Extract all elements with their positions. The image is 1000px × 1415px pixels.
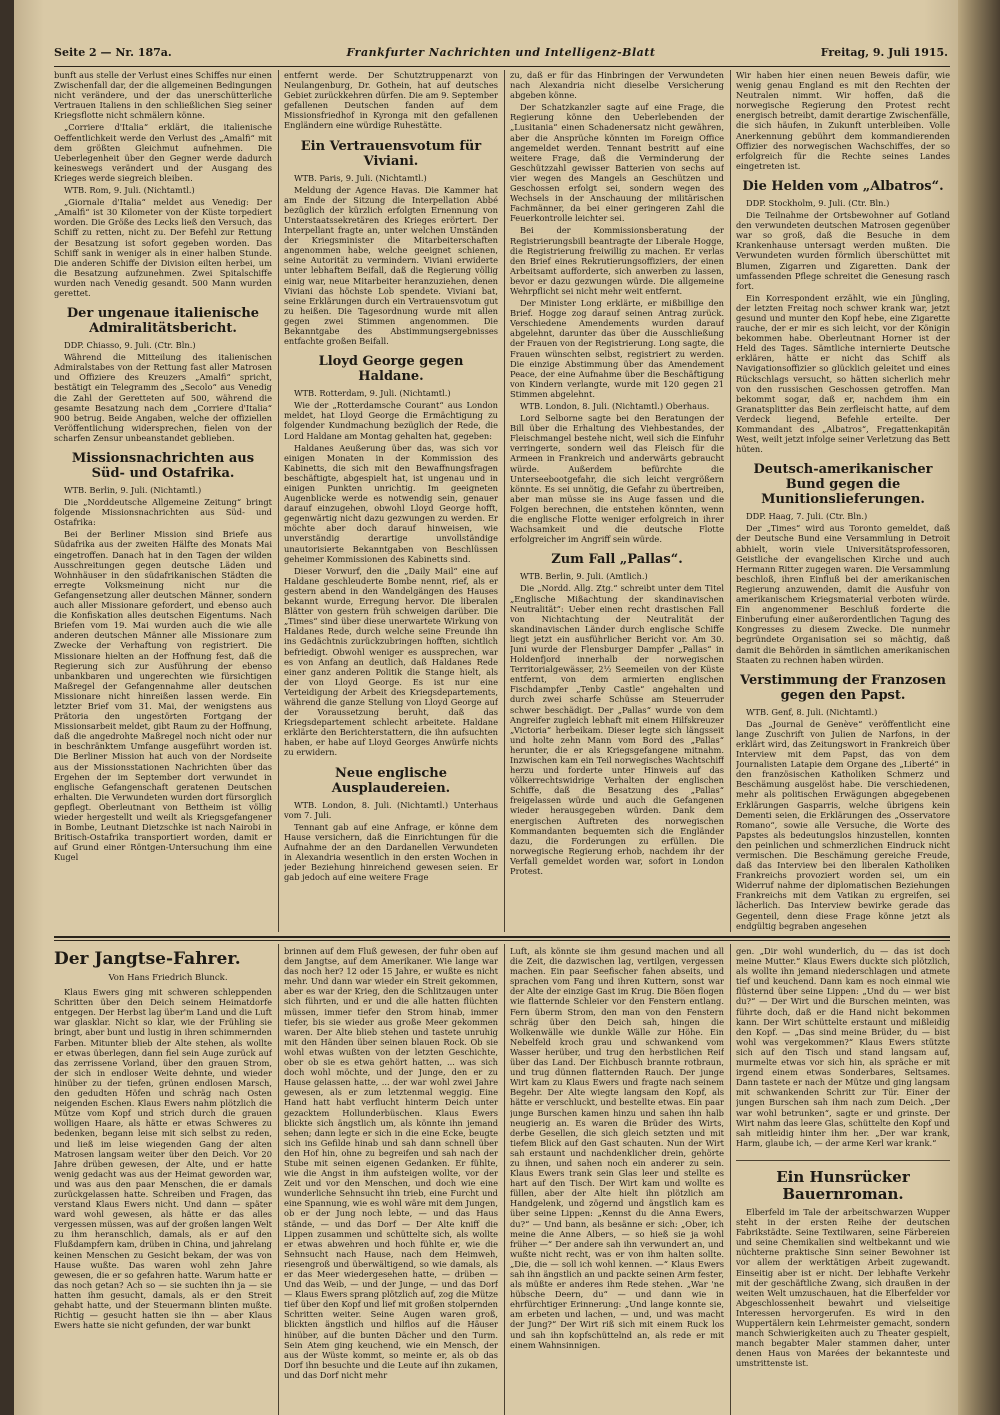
dateline: WTB. Berlin, 9. Juli. (Nichtamtl.)	[64, 485, 202, 495]
dateline: DDP. Stockholm, 9. Juli. (Ctr. Bln.)	[746, 197, 890, 208]
story-text: Klaus Ewers ging mit schweren schleppenden Schritten über den Deich seinem Heimatdorfe entgegen. Der Herbst lag über'm Land und die Luft war glasklar. Nicht so klar, wie der Frühling sie bringt, aber bunt und lustig in ihren schimmernden Farben. Mitunter blieb der Alte stehen, als wollte er etwas überlegen, dann fiel sein Auge zurück auf das zerrissene Vorland, über den grauen Strom, der sich in endloser Weite dehnte, und wieder hinüber zu der tiefen, grünen endlosen Marsch, den gedudten Höfen und schräg nach Osten neigenden Eschen. Klaus Ewers nahm plötzlich die Mütze vom Kopf und strich durch die grauen wolligen Haare, als hätte er etwas Schweres zu bedenken, begann leise mit sich selbst zu reden, und ließ im leise wiegenden Gang der alten Matrosen langsam weiter über den Deich. Vor 20 Jahre drüben gewesen, der Alte, und er hatte wenig gedacht was aus der Heimat geworden war, und was aus den paar Menschen, die er damals zurückgelassen hatte. Schreiben und Fragen, das verstand Klaus Ewers nicht. Und dann — später ward wohl gewesen, als hätte er das alles vergessen müssen, was auf der großen langen Welt zu ihm heranschlich, damals, als er auf den Flußdampfern kam, drüben in China, und jahrelang keinen Menschen zu Gesicht bekam, der was von Hause wußte. Das waren wohl zehn Jahre gewesen, die er so gefahren hatte. Warum hatte er das noch getan? Ach so — sie suchten ihn ja — sie hatten ihm gesucht, damals, als er den Streit gehabt hatte, und der Steuermann blinten mußte. Richtig — gesucht hatten sie ihn — aber Klaus Ewers hatte sie nicht gefunden, der war bunkt	[54, 987, 272, 1331]
article-text: Wir haben hier einen neuen Beweis dafür, wie wenig genau England es mit den Rechten der Neutralen nimmt. Wir hoffen, daß die norwegische Regierung den Protest recht energisch betreibt, damit derartige Zwischenfälle, die sich häufen, in Zukunft unterbleiben. Volle Anerkennung gebührt dem kommandierenden Offizier des norwegischen Wachschiffes, der so erfolgreich für die Rechte seines Landes eingetreten ist.	[736, 70, 950, 171]
article-text: Das „Journal de Genève“ veröffentlicht eine lange Zuschrift von Julien de Narfons, in der erklärt wird, das Zeitungswort in Frankreich über Interview mit dem Papst, das von dem Journalisten Latapie dem Organe des „Liberté“ in den französischen Katholiken Schmerz und Beschämung ausgelöst habe. Die verschiedenen, mehr als politischen Erwägungen abgegebenen Erklärungen Gasparris, welche übrigens kein Dementi seien, die Erklärungen des „Osservatore Romano“, sowie alle Versuche, die Worte des Papstes als bedeutungslos hinzustellen, konnten den peinlichen und schmerzlichen Eindruck nicht vermischen. Die Beschämung gereiche Freude, daß das Interview bei den liberalen Katholiken Frankreichs provoziert worden sei, um ein Widerruf nahme der diplomatischen Beziehungen Frankreichs mit dem Vatikan zu ergreifen, sei lächerlich. Das Interview bewirke gerade das Gegenteil, denn diese Frage könne jetzt als endgültig begraben angesehen	[736, 718, 950, 931]
page-number: Seite 2 — Nr. 187a.	[54, 46, 172, 59]
story-text: gen. „Dir wohl wunderlich, du — das ist doch meine Mutter.“ Klaus Ewers duckte sich plötzlich, als wollte ihn jemand niederschlagen und atmete tief und keuchend. Dann kam es noch einmal wie flüsternd über seine Lippen: „Und du — wer bist du?“ — Der Wirt und die Burschen meinten, was führte doch, daß er die Hand nicht bekommen kann. Der Wirt schüttelte erstaunt und mißleidig den Kopf. — „Das sind meine Brüder, du — bist wohl was vergekommen?“ Klaus Ewers stützte sich auf den Tisch und stand langsam auf, murmelte etwas vor sich hin, als spräche er mit irgend einem etwas Sonderbares, Seltsames. Dann tastete er nach der Mütze und ging langsam mit schwankenden Schritt zur Tür. Einer der jungen Burschen sah ihm nach zum Deich. „Der war wohl betrunken“, sagte er und grinste. Der Wirt nahm das leere Glas, schüttelte den Kopf und sah mitleidig hinter ihm her. „Der war krank, Harm, glaube ich, — der arme Kerl war krank.“	[736, 946, 950, 1148]
story-text: Luft, als könnte sie ihm gesund machen und all die Zeit, die dazwischen lag, vertilgen, vergessen machen. Ein paar Seefischer fahen abseits, und sprachen vom Fang und ihren Kuttern, sonst war der Alte der einzige Gast im Krug. Die Böen flogen wie flatternde Schleier vor den Fenstern entlang. Fern überm Strom, den man von den Fenstern schräg über den Deich sah, hingen die Wolkenwälle wie dunkle Wälle zur Höhe. Ein Nebelfeld kroch grau und schwankend vom Wasser herüber, und trug den herbstlichen Reif über das Land. Der Eichbusch brannte rotbraun, und trug dünnen flatternden Rauch. Der junge Wirt kam zu Klaus Ewers und fragte nach seinem Begehr. Der Alte wiegte langsam den Kopf, als hätte er verschluckt, und bestellte etwas. Ein paar junge Burschen kamen hinzu und sahen ihn halb neugierig an. Es waren die Brüder des Wirts, derbe Gesellen, die sich gleich setzten und mit tiefem Blick auf den Gast schauten. Nun der Wirt sah erstaunt und nachdenklicher drein, gehörte zu ihnen, und sahen noch ein anderer zu sein. Klaus Ewers trank sein Glas leer und stellte es hart auf den Tisch. Der Wirt kam und wollte es füllen, aber der Alte hielt ihn plötzlich am Handgelenk, und zögernd und ängstlich kam es über seine Lippen: „Kennst du die Anna Ewers, du?“ — Und bann, als besänne er sich: „Ober, ich meine die Anne Albers, — so hieß sie ja wohl früher —“ Der andere sah ihn verwundert an, und wußte nicht recht, was er von ihm halten sollte. „Die, die — soll ich wohl kennen. —“ Klaus Ewers sah ihn ängstlich an und packte seinen Arm fester, als müßte er anderes ihm Rede stehen. „War 'ne hübsche Deern, du“ — und dann wie in ehrfürchtiger Erinnerung: „Und lange konnte sie, am erbeten und lachen, — und, und was macht der Jung?“ Der Wirt riß sich mit einem Ruck los und sah ihn kopfschüttelnd an, als rede er mit einem Wahnsinnigen.	[510, 946, 724, 1350]
column-2	[284, 70, 498, 932]
article-text: Ein Korrespondent erzählt, wie ein Jüngling, der letzten Freitag noch schwer krank war, jetzt gesund und munter den Kopf hebe, eine Zigarette rauche, der er mir es sich leicht, vor der Königin bekommen habe. Oberleutnant Horner ist der Held des Tages. Sämtliche internierte Deutsche erklären, hätte er nicht das Schiff als Navigationsoffizier so glücklich geleitet und eines Rückschlags versucht, so hätten sicherlich mehr von den russischen Geschossen getroffen. Man bekommt sogar, daß er, nachdem ihm ein Granatsplitter das Bein zerfleischt hatte, auf dem Verdeck liegend, Befehle erteilte. Der Kommandant des „Albatros“, Fregattenkapitän West, weilt jetzt infolge seiner Verletzung das Bett hüten.	[736, 292, 950, 455]
page-header	[54, 46, 948, 66]
article-text: „Giornale d'Italia“ meldet aus Venedig: Der „Amalfi“ ist 30 Kilometer von der Küste torpediert worden. Die Größe des Lecks ließ den Versuch, das Schiff zu retten, nicht zu. Der Befehl zur Rettung der Besatzung ist sofort gegeben worden. Das Schiff sank in weniger als in einer halben Stunde. Die anderen Schiffe der Division eilten herbei, um die Besatzung aufzunehmen. Zwei Spitalschiffe wurden nach Venedig gesandt. 500 Mann wurden gerettet.	[54, 197, 272, 298]
article-text: Der „Times“ wird aus Toronto gemeldet, daß der Deutsche Bund eine Versammlung in Detroit abhielt, worin viele Universitätsprofessoren, Geistliche der evangelischen Kirche und auch Hermann Ritter zugegen waren. Die Versammlung beschloß, ihren Einfluß bei der amerikanischen Regierung anzuwenden, damit die Ausfuhr von amerikanischem Kriegsmaterial verboten würde. Ein angenommener Beschluß forderte die Einberufung einer außerordentlichen Tagung des Kongresses zu diesem Zwecke. Die nunmehr begründete Organisation sei so mächtig, daß damit die Behörden in sämtlichen amerikanischen Staaten zu rechnen haben würden.	[736, 523, 950, 665]
article-text: Elberfeld im Tale der arbeitschwarzen Wupper steht in der ersten Reihe der deutschen Fabrikstädte. Seine Textilwaren, seine Färbereien und seine Chemikalien sind weltbekannt und wie nüchterne praktische Sinn seiner Bewohner ist vor allem der werktätigen Arbeit zugewandt. Einseitig aber ist er nicht. Der lebhafte Verkehr mit der geschäftliche Zwang, sich draußen in der weiten Welt umzuschauen, hat die Elberfelder vor Abgeschlossenheit bewahrt und vielseitige Interessen hervorgerufen. Es wird in den Wuppertälern kein Lehrmeister gemacht, sondern manch Schwierigkeiten auch zu Theater gespielt, manch begabter Maler stammen daher, unter denen Haus von Marées der bekannteste und umstrittenste ist.	[736, 1207, 950, 1369]
dateline: WTB. Genf, 8. Juli. (Nichtamtl.)	[746, 706, 878, 717]
headline: Die Helden vom „Albatros“.	[742, 178, 944, 194]
article-text: Wie der „Rotterdamsche Courant“ aus London meldet, hat Lloyd George die Ermächtigung zu folgender Kundmachung bezüglich der Rede, die Lord Haldane am Montag gehalten hat, gegeben:	[284, 400, 498, 441]
story-text: brinnen auf dem Fluß gewesen, der fuhr oben auf dem Jangtse, auf dem Amerikaner. Wie lange war das noch her? 12 oder 15 Jahre, er wußte es nicht mehr. Und dann war wieder ein Streit gekommen, aber es war der Krieg, den die Schlitzaugen unter sich führten, und er und die alle hatten flüchten müssen, immer tiefer den Strom hinab, immer tiefer, bis sie wieder aus große Meer gekommen waren. Der Alte blieb stehen und tastete unruhig mit den Händen über seinen blauen Rock. Ob sie wohl etwas wußten von der letzten Geschichte, ober ob sie es etwa gehört hatten, ... was sich doch wohl möchte, und der Junge, den er zu Hause gelassen hatte, ... der war wohl zwei Jahre gewesen, als er zum letztenmal weggig. Eine Hand hatt habt verflucht hinterm Deich unter gezacktem Hollunderbüschen. Klaus Ewers blickte sich ängstlich um, als könnte ihn jemand sehen; dann legte er sich in die eine Ecke, beugte sich ins Gefilde hinab und sah dann schnell über den Hof hin, ohne zu begreifen und sah nach der Stube mit seinen eigenen Gedanken. Er fühlte, wie die Angst in ihm aufsteigen wollte, vor der Zeit und vor den Menschen, und doch wie eine wunderliche Sehnsucht ihn trieb, eine Furcht und eine Spannung, wie es wohl wäre mit dem Jungen, ob er der Jung noch lebte, — und das Haus stände, — und das Dorf — Der Alte kniff die Lippen zusammen und schüttelte sich, als wollte er etwas abwehren und hoch fühlte er, wie die Sehnsucht nach Hause, nach dem Heimweh, riesengroß und überwältigend, so wie damals, als er das Meer wiedergesehen hatte, — drüben — Und das Weib, — und der Junge, — und das Dorf — Klaus Ewers sprang plötzlich auf, zog die Mütze tief über den Kopf und lief mit großen stolpernden Schritten weiter. Seine Augen waren groß, blickten ängstlich und hilflos auf die Häuser hinüber, auf die bunten Dächer und den Turm. Sein Atem ging keuchend, wie ein Mensch, der aus der Wüste kommt, so meinte er, als ob das Dorf ihn besuchte und die Leute auf ihn zukamen, und das Dorf nicht mehr	[284, 946, 498, 1380]
feuilleton-column-3	[510, 946, 724, 1415]
article-text: Meldung der Agence Havas. Die Kammer hat am Ende der Sitzung die Interpellation Abbé bezüglich der kürzlich erfolgten Ernennung von Unterstaatssekretären des Krieges erörtert. Der Interpellant fragte an, unter welchen Umständen der Kriegsminister die Mitarbeiterschaften angenommen habe, welche geeignet schienen, seine Autorität zu vermindern. Viviani erwiderte unter lebhaftem Beifall, daß die Regierung völlig einig war, neue Mitarbeiter heranzuziehen, denen Viviani das höchste Lob spendete. Viviani bat, seine Erklärungen durch ein Vertrauensvotum gut zu heißen. Die Tagesordnung wurde mit allen gegen zwei Stimmen angenommen. Die Bekanntgabe des Abstimmungsergebnisses entfachte großen Beifall.	[284, 184, 498, 347]
column-divider	[278, 944, 279, 1415]
article-text: Die „Nordd. Allg. Ztg.“ schreibt unter dem Titel „Englische Mißachtung der skandinavischen Neutralität“: Ueber einen recht drastischen Fall von Nichtachtung der Neutralität der skandinavischen Länder durch englische Schiffe liegt jetzt ein ausführlicher Bericht vor. Am 30. Juni wurde der Flensburger Dampfer „Pallas“ in Holdenfjord innerhalb der norwegischen Territorialgewässer, 2½ Seemeilen von der Küste entfernt, von dem armierten englischen Fischdampfer „Tenby Castle“ angehalten und durch zwei scharfe Schüsse am Steuerruder schwer beschädigt. Der „Pallas“ wurde von dem Angreifer zugleich lebhaft mit einem Hilfskreuzer „Victoria“ herbeikam. Dieser legte sich längsseit und holte zehn Mann vom Bord des „Pallas“ herunter, die er als Kriegsgefangene mitnahm. Inzwischen kam ein Teil norwegisches Wachtschiff herzu und forderte unter Hinweis auf das völkerrechtswidrige Verhalten der englischen Schiffe, daß die Besatzung des „Pallas“ freigelassen würde und auch die Gefangenen wieder herausgegeben würden. Dank dem energischen Auftreten des norwegischen Kommandanten bequemten sich die Engländer dazu, die Forderungen zu erfüllen. Die norwegische Regierung erhob, nachdem ihr der Verfall gemeldet worden war, sofort in London Protest.	[510, 583, 724, 877]
column-3	[510, 70, 724, 932]
dateline: DDP. Chiasso, 9. Juli. (Ctr. Bln.)	[64, 340, 196, 351]
headline: Missionsnachrichten aus Süd- und Ostafrika.	[71, 451, 255, 481]
dateline: WTB. Rom, 9. Juli. (Nichtamtl.)	[64, 185, 195, 196]
novel-review	[736, 1160, 950, 1415]
dateline: WTB. London, 8. Juli. (Nichtamtl.) Unterhaus vom 7. Juli.	[284, 799, 498, 820]
article-text: Der Schatzkanzler sagte auf eine Frage, die Regierung könne den Ueberlebenden der „Lusitania“ einen Schadenersatz nicht gewähren, aber die Ansprüche könnten im Foreign Office angemeldet werden. Tennant bestritt auf eine weitere Frage, daß die Verminderung der Geschützzahl gewisser Batterien von sechs auf vier wegen des Mangels an Geschützen und Geschossen erfolgt sei, sondern wegen des Wechsels in der Anschauung der militärischen Fachmänner, da bei einer geringeren Zahl die Feuerkontrolle leichter sei.	[510, 102, 724, 224]
dateline: WTB. Rotterdam, 9. Juli. (Nichtamtl.)	[294, 388, 451, 399]
newspaper-page	[14, 0, 958, 1415]
headline: Lloyd George gegen Haldane.	[318, 354, 464, 385]
column-1	[54, 70, 272, 932]
headline: Zum Fall „Pallas“.	[551, 552, 683, 568]
article-text: zu, daß er für das Hinbringen der Verwundeten nach Alexandria nicht dieselbe Versicherung abgeben könne.	[510, 70, 724, 101]
masthead: Frankfurter Nachrichten und Intelligenz-Blatt	[346, 46, 656, 59]
article-text: entfernt werde. Der Schutztruppenarzt von Neulangenburg, Dr. Gothein, hat auf deutsches Gebiet zurückkehren dürfen. Die am 9. September gefallenen Deutschen fanden auf dem Missionsfriedhof in Kyronga mit den gefallenen Engländern eine würdige Ruhestätte.	[284, 70, 498, 131]
headline: Ein Hunsrücker Bauernroman.	[776, 1168, 910, 1203]
feuilleton-rule	[54, 936, 950, 938]
column-4	[736, 70, 950, 932]
headline: Neue englische Ausplaudereien.	[331, 765, 451, 796]
dateline: WTB. Paris, 9. Juli. (Nichtamtl.)	[294, 172, 427, 183]
headline: Ein Vertrauensvotum für Viviani.	[300, 138, 482, 169]
article-text: Der Minister Long erklärte, er mißbillige den Brief. Hogge zog darauf seinen Antrag zurück. Verschiedene Amendements wurden darauf abgelehnt, darunter das über die Ausschließung der Frauen von der Registrierung. Long sagte, die Frauen wünschten selbst, registriert zu werden. Die einzige Abstimmung über das Amendement Peace, der eine Aufnahme über die Beschäftigung von Kindern verlangte, wurde mit 120 gegen 21 Stimmen abgelehnt.	[510, 298, 724, 399]
section-rule	[736, 1160, 950, 1161]
article-text: Bei der Kommissionsberatung der Registrierungsbill beantragte der Liberale Hogge, die Registrierung freiwillig zu machen. Er verlas den Brief eines Rekrutierungsoffiziers, der einen Arbeitsamt aufforderte, sich anwerben zu lassen, bevor er dazu gezwungen würde. Die allgemeine Wehrpflicht sei nicht mehr weit entfernt.	[510, 225, 724, 296]
dateline: WTB. Berlin, 9. Juli. (Amtlich.)	[520, 571, 648, 582]
byline: Von Hans Friedrich Blunck.	[108, 973, 228, 983]
column-divider	[730, 70, 731, 932]
article-text: Während die Mitteilung des italienischen Admiralstabes von der Rettung fast aller Matrosen und Offiziere des Kreuzers „Amalfi“ spricht, bestätigt ein Telegramm des „Secolo“ aus Venedig die Zahl der Geretteten auf 500, während die gesamte Besatzung nach dem „Corriere d'Italia“ 900 betrug. Beide Angaben, welche der offiziellen Veröffentlichung widersprechen, fielen von der scharfen Zensur unbeanstandet geblieben.	[54, 352, 272, 443]
dateline: DDP. Haag, 7. Juli. (Ctr. Bln.)	[746, 511, 868, 522]
headline: Deutsch-amerikanischer Bund gegen die Munitionslieferungen.	[753, 462, 933, 508]
column-divider	[730, 944, 731, 1415]
column-divider	[504, 70, 505, 932]
article-text: Tennant gab auf eine Anfrage, er könne dem Hause versichern, daß die Einrichtungen für die Aufnahme der an den Dardanellen Verwundeten in Alexandria wesentlich in den ersten Wochen in jeder Beziehung hinreichend gewesen seien. Er gab jedoch auf eine weitere Frage	[284, 821, 498, 883]
header-rule	[54, 66, 950, 67]
article-text: Dieser Vorwurf, den die „Daily Mail“ eine auf Haldane geschleuderte Bombe nennt, rief, als er gestern abend in den Wandelgängen des Hauses bekannt wurde, Erregung hervor. Die liberalen Blätter von gestern früh schweigen darüber. Die „Times“ sind über diese unerwartete Wirkung von Haldanes Rede, durch welche seine Freunde ihn ins Gedächtnis zurückzubringen hofften, sichtlich befriedigt. Obwohl weniger es aussprechen, war es von Anfang an deutlich, daß Haldanes Rede einer ganz anderen Politik die Stange hielt, als der von Lloyd George. Es ist nur eine Verteidigung der Arbeit des Kriegsdepartements, während die ganze Stellung von Lloyd George auf der Voraussetzung beruht, daß das Kriegsdepartement schlecht arbeitete. Haldane erklärte den Berichterstattern, die ihn aufsuchten haben, er habe auf Lloyd Georges Anwürfe nichts zu erwidern.	[284, 565, 498, 758]
article-text: Haldanes Aeußerung über das, was sich vor einigen Monaten in der Kommission des Kabinetts, die sich mit den Bewaffnungsfragen beschäftigte, abgespielt hat, ist ungenau und in einigen Punkten unrichtig. Im geeigneten Augenblicke werde es notwendig sein, genauer darauf einzugehen, obwohl Lloyd George hofft, gegenwärtig nicht dazu gezwungen zu werden. Er möchte aber doch darauf hinweisen, wie unverständig derartige unvollständige unautorisierte Bekanntgaben von Beschlüssen geheimer Kommissionen des Kabinetts sind.	[284, 442, 498, 564]
feuilleton-title: Der Jangtse-Fahrer.	[54, 949, 241, 969]
article-text: Bei der Berliner Mission sind Briefe aus Südafrika aus der zweiten Hälfte des Monats Mai eingetroffen. Danach hat in den Tagen der wilden Ausschreitungen gegen deutsche Läden und Wohnhäuser in den südafrikanischen Städten die erregte Volksmeinung nicht nur die Gefangensetzung aller deutschen Männer, sondern auch aller Missionare gefordert, und ebenso auch die Konfiskation alles deutschen Eigentums. Nach Briefen vom 19. Mai wurden auch die wie alle anderen deutschen Männer alle Missionare zum Zwecke der Verhaftung von registriert. Die Missionare hielten an der Hoffnung fest, daß die Regierung sich zur Ausführung der ebenso unbankbaren und ungerechten wie fürsichtigen Maßregel der Gefangennahme aller deutschen Missionare nicht hinreißen lassen werde. Ein letzter Brief vom 31. Mai, der wenigstens aus Prätoria den ungestörten Fortgang der Missionsarbeit meldet, gibt Raum zu der Hoffnung, daß die angedrohte Maßregel noch nicht oder nur in beschränktem Umfange ausgeführt worden ist. Die Berliner Mission hat auch von der Nordseite aus der Missionsstationen Nachrichten über das Ergehen der im September dort verwundet in englische Gefangenschaft geratenen Deutschen erhalten. Die Verwundeten wurden dort fürsorglich gepflegt. Oberleutnant von Bettheim ist völlig wieder hergestellt und weilt als Kriegsgefangener in Bombe, Leutnant Dietzschke ist nach Nairobi in Britisch-Ostafrika transportiert worden, damit er auf Grund einer Röntgen-Untersuchung ihm eine Kugel	[54, 529, 272, 863]
page-date: Freitag, 9. Juli 1915.	[820, 46, 948, 59]
feuilleton-column-1	[54, 946, 272, 1415]
dateline: WTB. London, 8. Juli. (Nichtamtl.) Oberhaus.	[520, 401, 710, 411]
feuilleton-column-4	[736, 946, 950, 1158]
article-text: bunft aus stelle der Verlust eines Schiffes nur einen Zwischenfall dar, der die allgemeinen Bedingungen nicht verändere, und der das unerschütterliche Vertrauen Italiens in den schließlichen Sieg seiner Kriegsflotte nicht schmälern könne.	[54, 70, 272, 121]
headline: Verstimmung der Franzosen gegen den Papst.	[740, 672, 946, 703]
article-text: Lord Selborne sagte bei den Beratungen der Bill über die Erhaltung des Viehbestandes, der Fleischmangel bestehe nicht, weil sich die Einfuhr verringerte, sondern weil das Fleisch für die Armeen in Frankreich und anderwärts gebraucht würde. Außerdem befürchte die Unterseebootgefahr, die sich leicht vergrößern könnte. Es sei unnötig, die Gefahr zu übertreiben, aber man müsse sie ins Auge fassen und die Folgen berechnen, die entstehen könnten, wenn die englische Flotte weniger erfolgreich in ihrer Wachsamkeit und die deutsche Flotte erfolgreicher im Angriff sein würde.	[510, 413, 724, 545]
book-binding-edge	[958, 0, 1000, 1415]
article-text: Die „Norddeutsche Allgemeine Zeitung“ bringt folgende Missionsnachrichten aus Süd- und Ostafrika:	[54, 497, 272, 528]
article-text: „Corriere d'Italia“ erklärt, die italienische Oeffentlichkeit werde den Verlust des „Amalfi“ mit dem größten Gleichmut aufnehmen. Die Ueberlegenheit über den Gegner werde dadurch keineswegs verändert und der Ausgang des Krieges werde siegreich bleiben.	[54, 122, 272, 183]
feuilleton-rule	[54, 940, 950, 941]
column-divider	[504, 944, 505, 1415]
feuilleton-column-2	[284, 946, 498, 1415]
column-divider	[278, 70, 279, 932]
headline: Der ungenaue italienische Admiralitätsbericht.	[66, 306, 260, 337]
article-text: Die Teilnahme der Ortsbewohner auf Gotland den verwundeten deutschen Matrosen gegenüber war so groß, daß die Besuche in dem Krankenhause untersagt werden mußten. Die Verwundeten wurden förmlich überschüttet mit Blumen, Zigarren und Zigaretten. Dank der umfassenden Pflege schreitet die Genesung rasch fort.	[736, 210, 950, 291]
